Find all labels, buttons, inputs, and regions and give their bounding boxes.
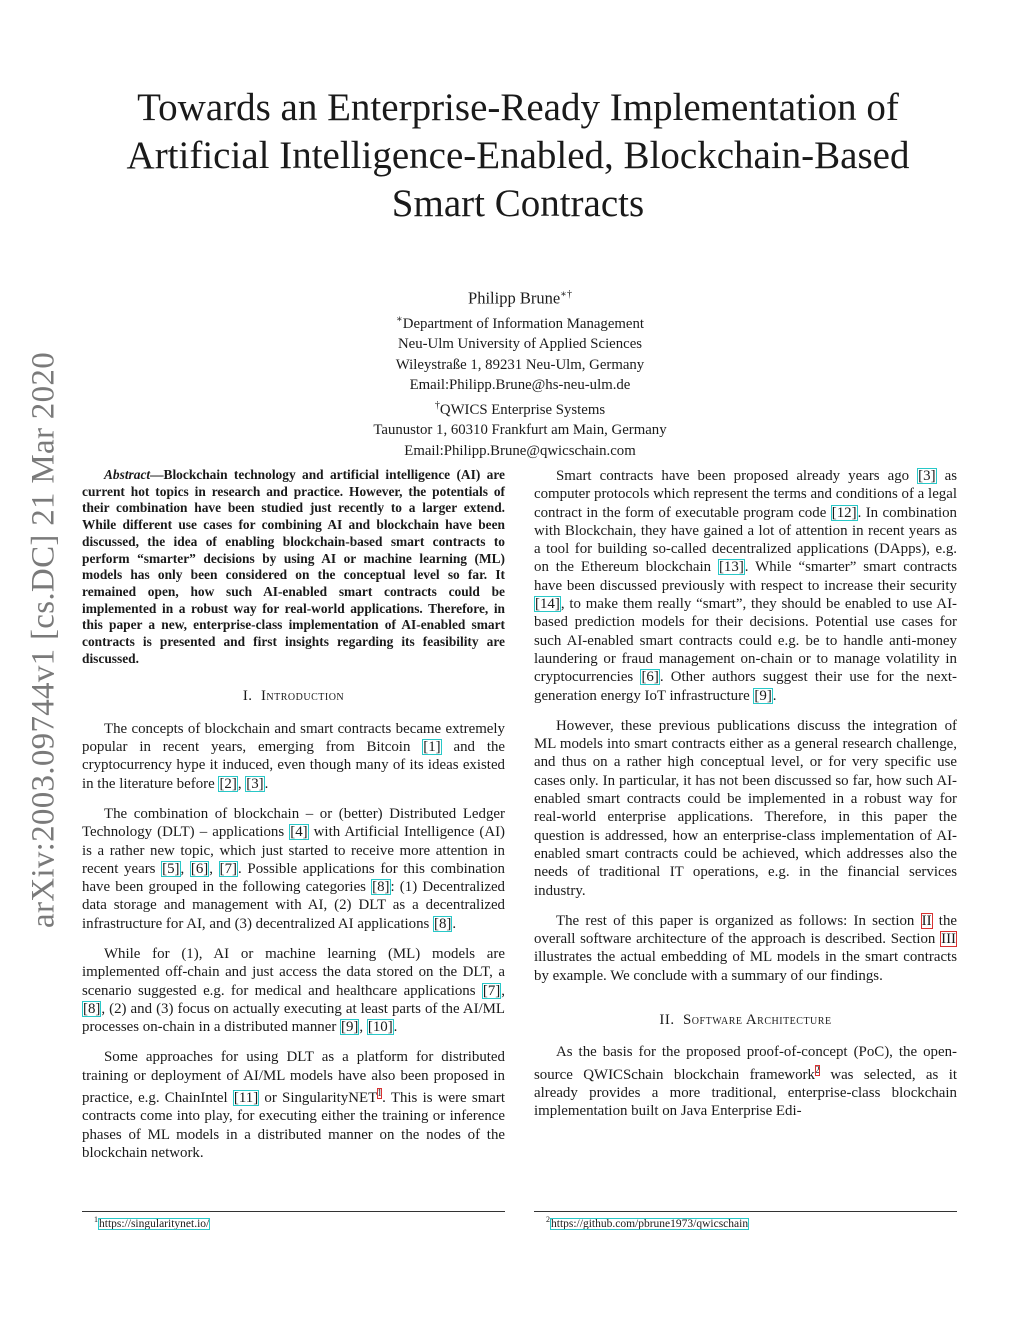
citation-link[interactable]: [8] [83,1000,101,1017]
section-link[interactable]: II [921,912,932,929]
affiliation-line: Taunustor 1, 60310 Frankfurt am Main, Germany [373,422,667,439]
affiliation-line: †QWICS Enterprise Systems [434,399,606,418]
citation-link[interactable]: [10] [367,1019,393,1036]
paragraph: Some approaches for using DLT as a platform for distributed training or deployment of AI/ML models have also been proposed in practice, e.g. ChainIntel [11] or SingularityNET$^1$. This is were smart contracts come into play, for executing either the training or inference phases of ML models in a distributed manner on the nodes of the blockchain network. [82,1049,505,1161]
citation-link[interactable]: [3] [246,775,264,792]
footnote-url-link[interactable]: https://github.com/pbrune1973/qwicschain [551,1217,749,1230]
footnote-2: $^2$https://github.com/pbrune1973/qwicschain [546,1215,749,1230]
right-column [534,467,957,1132]
arxiv-stamp-text: arXiv:2003.09744v1 [cs.DC] 21 Mar 2020 [25,352,62,928]
citation-link[interactable]: [14] [535,596,560,613]
citation-link[interactable]: [7] [482,982,501,999]
footnote-1: $^1$https://singularitynet.io/ [94,1215,210,1230]
paragraph: While for (1), AI or machine learning (ML) models are implemented off-chain and just access the data stored on the DLT, a scenario suggested e.g. for medical and healthcare applications [7], [8], (2) and (3) focus on actually executing at least parts of the AI/ML processes on-chain in a distributed manner [9], [10]. [82,946,505,1036]
citation-link[interactable]: [9] [754,687,772,704]
citation-link[interactable]: [12] [831,504,857,521]
footnote-link[interactable]: 1 [377,1088,383,1100]
citation-link[interactable]: [5] [162,860,180,877]
citation-link[interactable]: [6] [641,669,659,686]
section-heading: II. Software Architecture [659,1012,832,1029]
citation-link[interactable]: [6] [190,860,209,877]
author-name: Philipp Brune∗† [468,288,572,308]
paragraph: Smart contracts have been proposed already years ago [3] as computer protocols which represent the terms and conditions of a legal contract in the form of executable program code [12]. In combination with Blockchain, they have gained a lot of attention in recent years as a tool for building so-called decentralized applications (DApps), e.g. on the Ethereum blockchain [13]. While “smarter” smart contracts have been discussed previously with respect to increase their security [14], to make them really “smart”, they should be enabled to use AI-based prediction models for their decisions. Potential use cases for such AI-enabled smart contracts could e.g. be to handle anti-money laundering or fraud management on-chain or to manage volatility in cryptocurrencies [6]. Other authors suggest their use for the next-generation energy IoT infrastructure [9]. [534,468,957,704]
left-column [82,467,505,1174]
paragraph: As the basis for the proposed proof-of-concept (PoC), the open-source QWICSchain blockchain framework$^2$ was selected, as it already provides a more traditional, enterprise-class blockchain implementation built on Java Enterprise Edi- [534,1044,958,1120]
citation-link[interactable]: [3] [918,468,936,484]
footnote-rule [534,1211,957,1212]
affiliation-line: Neu-Ulm University of Applied Sciences [397,336,643,353]
author-block [260,284,780,462]
section-link[interactable]: III [941,931,956,948]
paragraph: The concepts of blockchain and smart contracts became extremely popular in recent years, emerging from Bitcoin [1] and the cryptocurrency hype it induced, even though many of its ideas existed in the literature before [2], [3]. [82,720,506,792]
footnote-link[interactable]: 2 [814,1064,820,1076]
affiliation-line: ∗Department of Information Management [396,313,644,332]
affiliation-line: Wileystraße 1, 89231 Neu-Ulm, Germany [395,356,645,373]
section-heading: I. Introduction [242,688,345,705]
paragraph: However, these previous publications discuss the integration of ML models into smart contracts either as a general research challenge, and thus on a rather high conceptual level, or for very specific use cases only. In particular, it has not been discussed so far, how such AI-enabled smart contracts could be implemented in a robust way for real-world enterprise applications. Therefore, in this paper the question is addressed, how an enterprise-class implementation of AI-enabled smart contracts could be achieved, which addresses also the needs of traditional IT operations, e.g. in the financial services industry. [534,717,957,899]
citation-link[interactable]: [7] [219,860,238,877]
citation-link[interactable]: [2] [219,775,237,792]
citation-link[interactable]: [8] [434,915,452,932]
citation-link[interactable]: [13] [718,559,744,576]
affiliation-email: Email:Philipp.Brune@hs-neu-ulm.de [409,377,631,394]
arxiv-stamp [20,340,68,940]
abstract: Abstract—Blockchain technology and artificial intelligence (AI) are current hot topics in research and practice. However, the potentials of their combination have been studied just recently to a larger extend. While different use cases for combining AI and blockchain have been discussed, the idea of enabling blockchain-based smart contracts to perform “smarter” decisions by using AI or machine learning (ML) models has only been considered on the conceptual level so far. It remained open, how such AI-enabled smart contracts could be implemented in a robust way for real-world applications. Therefore, in this paper a new, enterprise-class implementation of AI-enabled smart contracts is presented and first insights regarding its feasibility are discussed. [82,467,505,666]
footnote-url-link[interactable]: https://singularitynet.io/ [99,1217,210,1230]
citation-link[interactable]: [11] [233,1090,259,1107]
paper-title: Towards an Enterprise-Ready Implementation of Artificial Intelligence-Enabled, Blockchain-Based Smart Contracts [126,86,910,225]
citation-link[interactable]: [4] [290,824,308,841]
paragraph: The rest of this paper is organized as follows: In section II the overall software architecture of the approach is described. Section III illustrates the actual embedding of ML models in the smart contracts by example. We conclude with a summary of our findings. [534,912,957,984]
paragraph: The combination of blockchain – or (better) Distributed Ledger Technology (DLT) – applications [4] with Artificial Intelligence (AI) is a rather new topic, which just started to receive more attention in recent years [5], [6], [7]. Possible applications for this combination have been grouped in the following categories [8]: (1) Decentralized data storage and management with AI, (2) DLT as a decentralized infrastructure for AI, and (3) decentralized AI applications [8]. [82,805,505,932]
citation-link[interactable]: [9] [341,1019,359,1036]
citation-link[interactable]: [1] [423,739,441,756]
footnote-rule [82,1211,505,1212]
citation-link[interactable]: [8] [372,879,390,896]
affiliation-email: Email:Philipp.Brune@qwicschain.com [404,442,636,459]
